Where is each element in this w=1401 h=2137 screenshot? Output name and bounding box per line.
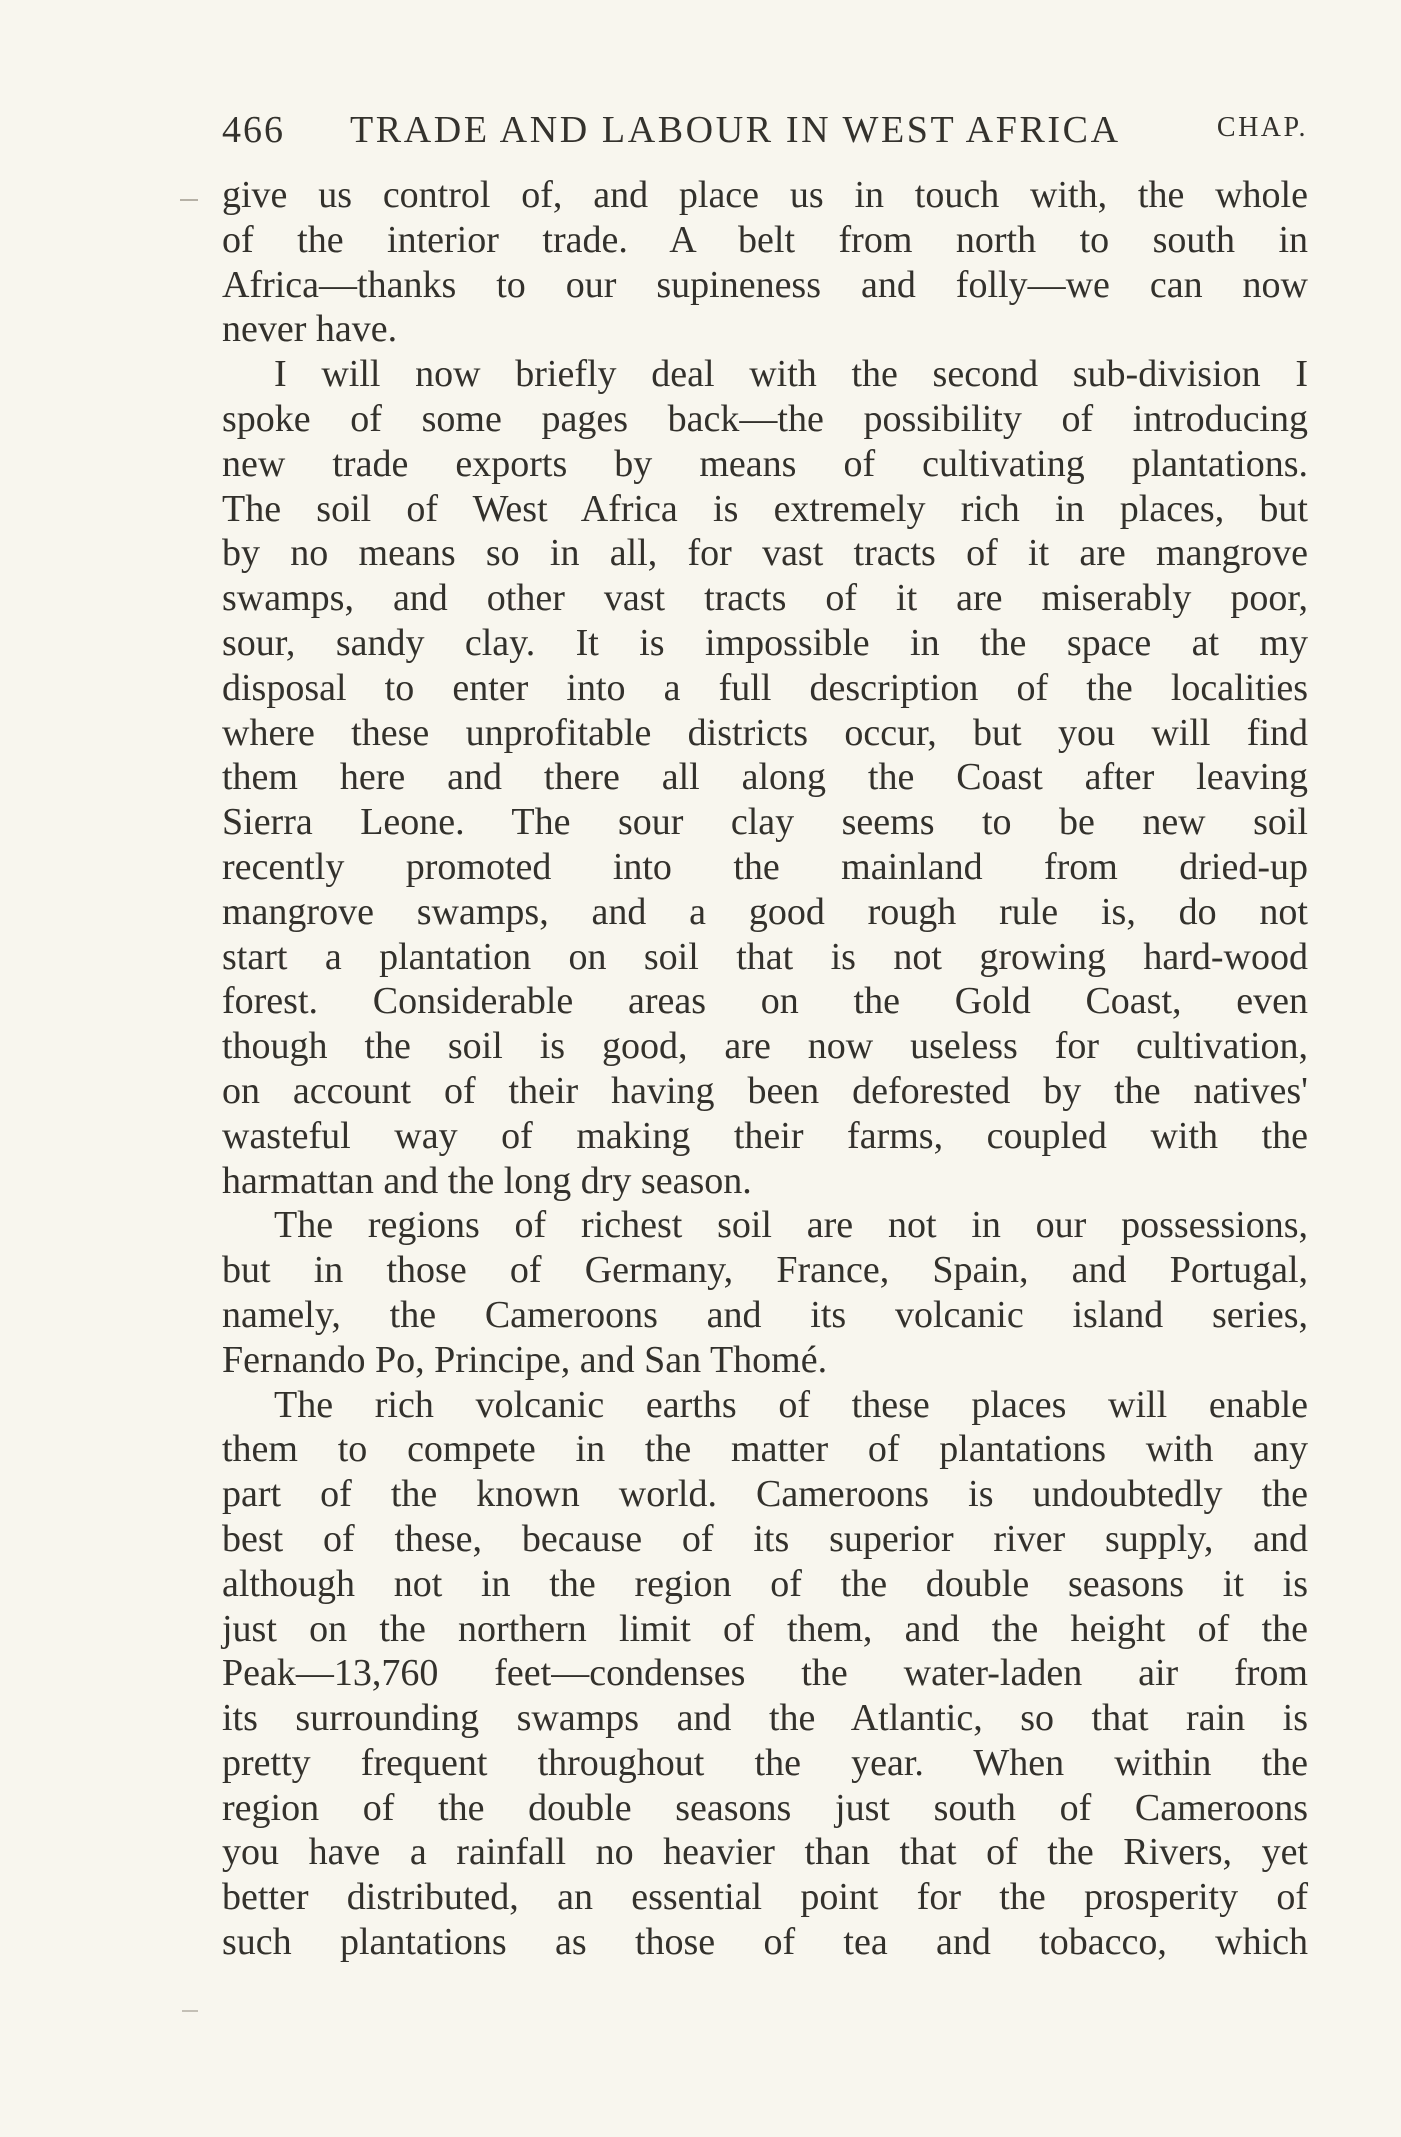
text-line: swamps, and other vast tracts of it are miserably poor, bbox=[222, 577, 1308, 620]
running-title: TRADE AND LABOUR IN WEST AFRICA bbox=[350, 109, 1121, 151]
text-line: you have a rainfall no heavier than that of the Rivers, yet bbox=[222, 1831, 1308, 1874]
running-head bbox=[222, 108, 1308, 158]
text-line: recently promoted into the mainland from dried-up bbox=[222, 845, 1308, 888]
text-line: region of the double seasons just south of Cameroons bbox=[222, 1786, 1308, 1829]
text-line: I will now briefly deal with the second sub-division I bbox=[274, 353, 1308, 396]
text-line: Africa—thanks to our supineness and folly—we can now bbox=[222, 263, 1308, 306]
text-line: forest. Considerable areas on the Gold Coast, even bbox=[222, 980, 1308, 1023]
text-line: best of these, because of its superior river supply, and bbox=[222, 1517, 1308, 1560]
text-line: just on the northern limit of them, and the height of the bbox=[222, 1607, 1308, 1650]
text-line: namely, the Cameroons and its volcanic island series, bbox=[222, 1293, 1308, 1336]
text-line: Sierra Leone. The sour clay seems to be new soil bbox=[222, 801, 1308, 844]
text-line: its surrounding swamps and the Atlantic, so that rain is bbox=[222, 1697, 1308, 1740]
text-line: new trade exports by means of cultivating plantations. bbox=[222, 442, 1308, 485]
chapter-label: CHAP. bbox=[1216, 112, 1308, 143]
text-line: of the interior trade. A belt from north to south in bbox=[222, 218, 1308, 261]
text-line: The regions of richest soil are not in our possessions, bbox=[274, 1204, 1308, 1247]
text-line: The soil of West Africa is extremely rich in places, but bbox=[222, 487, 1308, 530]
text-line: but in those of Germany, France, Spain, and Portugal, bbox=[222, 1249, 1308, 1292]
body-text bbox=[222, 173, 1308, 1965]
text-line: harmattan and the long dry season. bbox=[222, 1159, 752, 1202]
text-line: them here and there all along the Coast after leaving bbox=[222, 756, 1308, 799]
text-line: spoke of some pages back—the possibility of introducing bbox=[222, 397, 1308, 440]
text-line: give us control of, and place us in touch with, the whole bbox=[222, 174, 1308, 216]
text-line: them to compete in the matter of plantations with any bbox=[222, 1428, 1308, 1471]
text-line: start a plantation on soil that is not growing hard-wood bbox=[222, 935, 1308, 978]
text-line: part of the known world. Cameroons is undoubtedly the bbox=[222, 1473, 1308, 1516]
text-line: Peak—13,760 feet—condenses the water-laden air from bbox=[222, 1652, 1308, 1695]
text-line: pretty frequent throughout the year. When within the bbox=[222, 1741, 1308, 1784]
margin-mark bbox=[182, 2010, 198, 2012]
text-line: although not in the region of the double seasons it is bbox=[222, 1562, 1308, 1605]
text-line: Fernando Po, Principe, and San Thomé. bbox=[222, 1338, 828, 1381]
text-line: by no means so in all, for vast tracts of it are mangrove bbox=[222, 532, 1308, 575]
text-line: where these unprofitable districts occur, but you will find bbox=[222, 711, 1308, 754]
text-line: The rich volcanic earths of these places will enable bbox=[274, 1383, 1308, 1426]
text-line: mangrove swamps, and a good rough rule is, do not bbox=[222, 890, 1308, 933]
text-line: never have. bbox=[222, 308, 398, 351]
text-line: on account of their having been deforested by the natives' bbox=[222, 1069, 1308, 1112]
text-line: better distributed, an essential point for the prosperity of bbox=[222, 1876, 1308, 1919]
text-line: such plantations as those of tea and tobacco, which bbox=[222, 1921, 1308, 1964]
text-line: wasteful way of making their farms, coupled with the bbox=[222, 1114, 1308, 1157]
page-number: 466 bbox=[222, 109, 285, 151]
text-line: disposal to enter into a full description of the localities bbox=[222, 666, 1308, 709]
margin-mark bbox=[180, 199, 198, 201]
text-line: though the soil is good, are now useless for cultivation, bbox=[222, 1025, 1308, 1068]
text-line: sour, sandy clay. It is impossible in the space at my bbox=[222, 621, 1308, 664]
